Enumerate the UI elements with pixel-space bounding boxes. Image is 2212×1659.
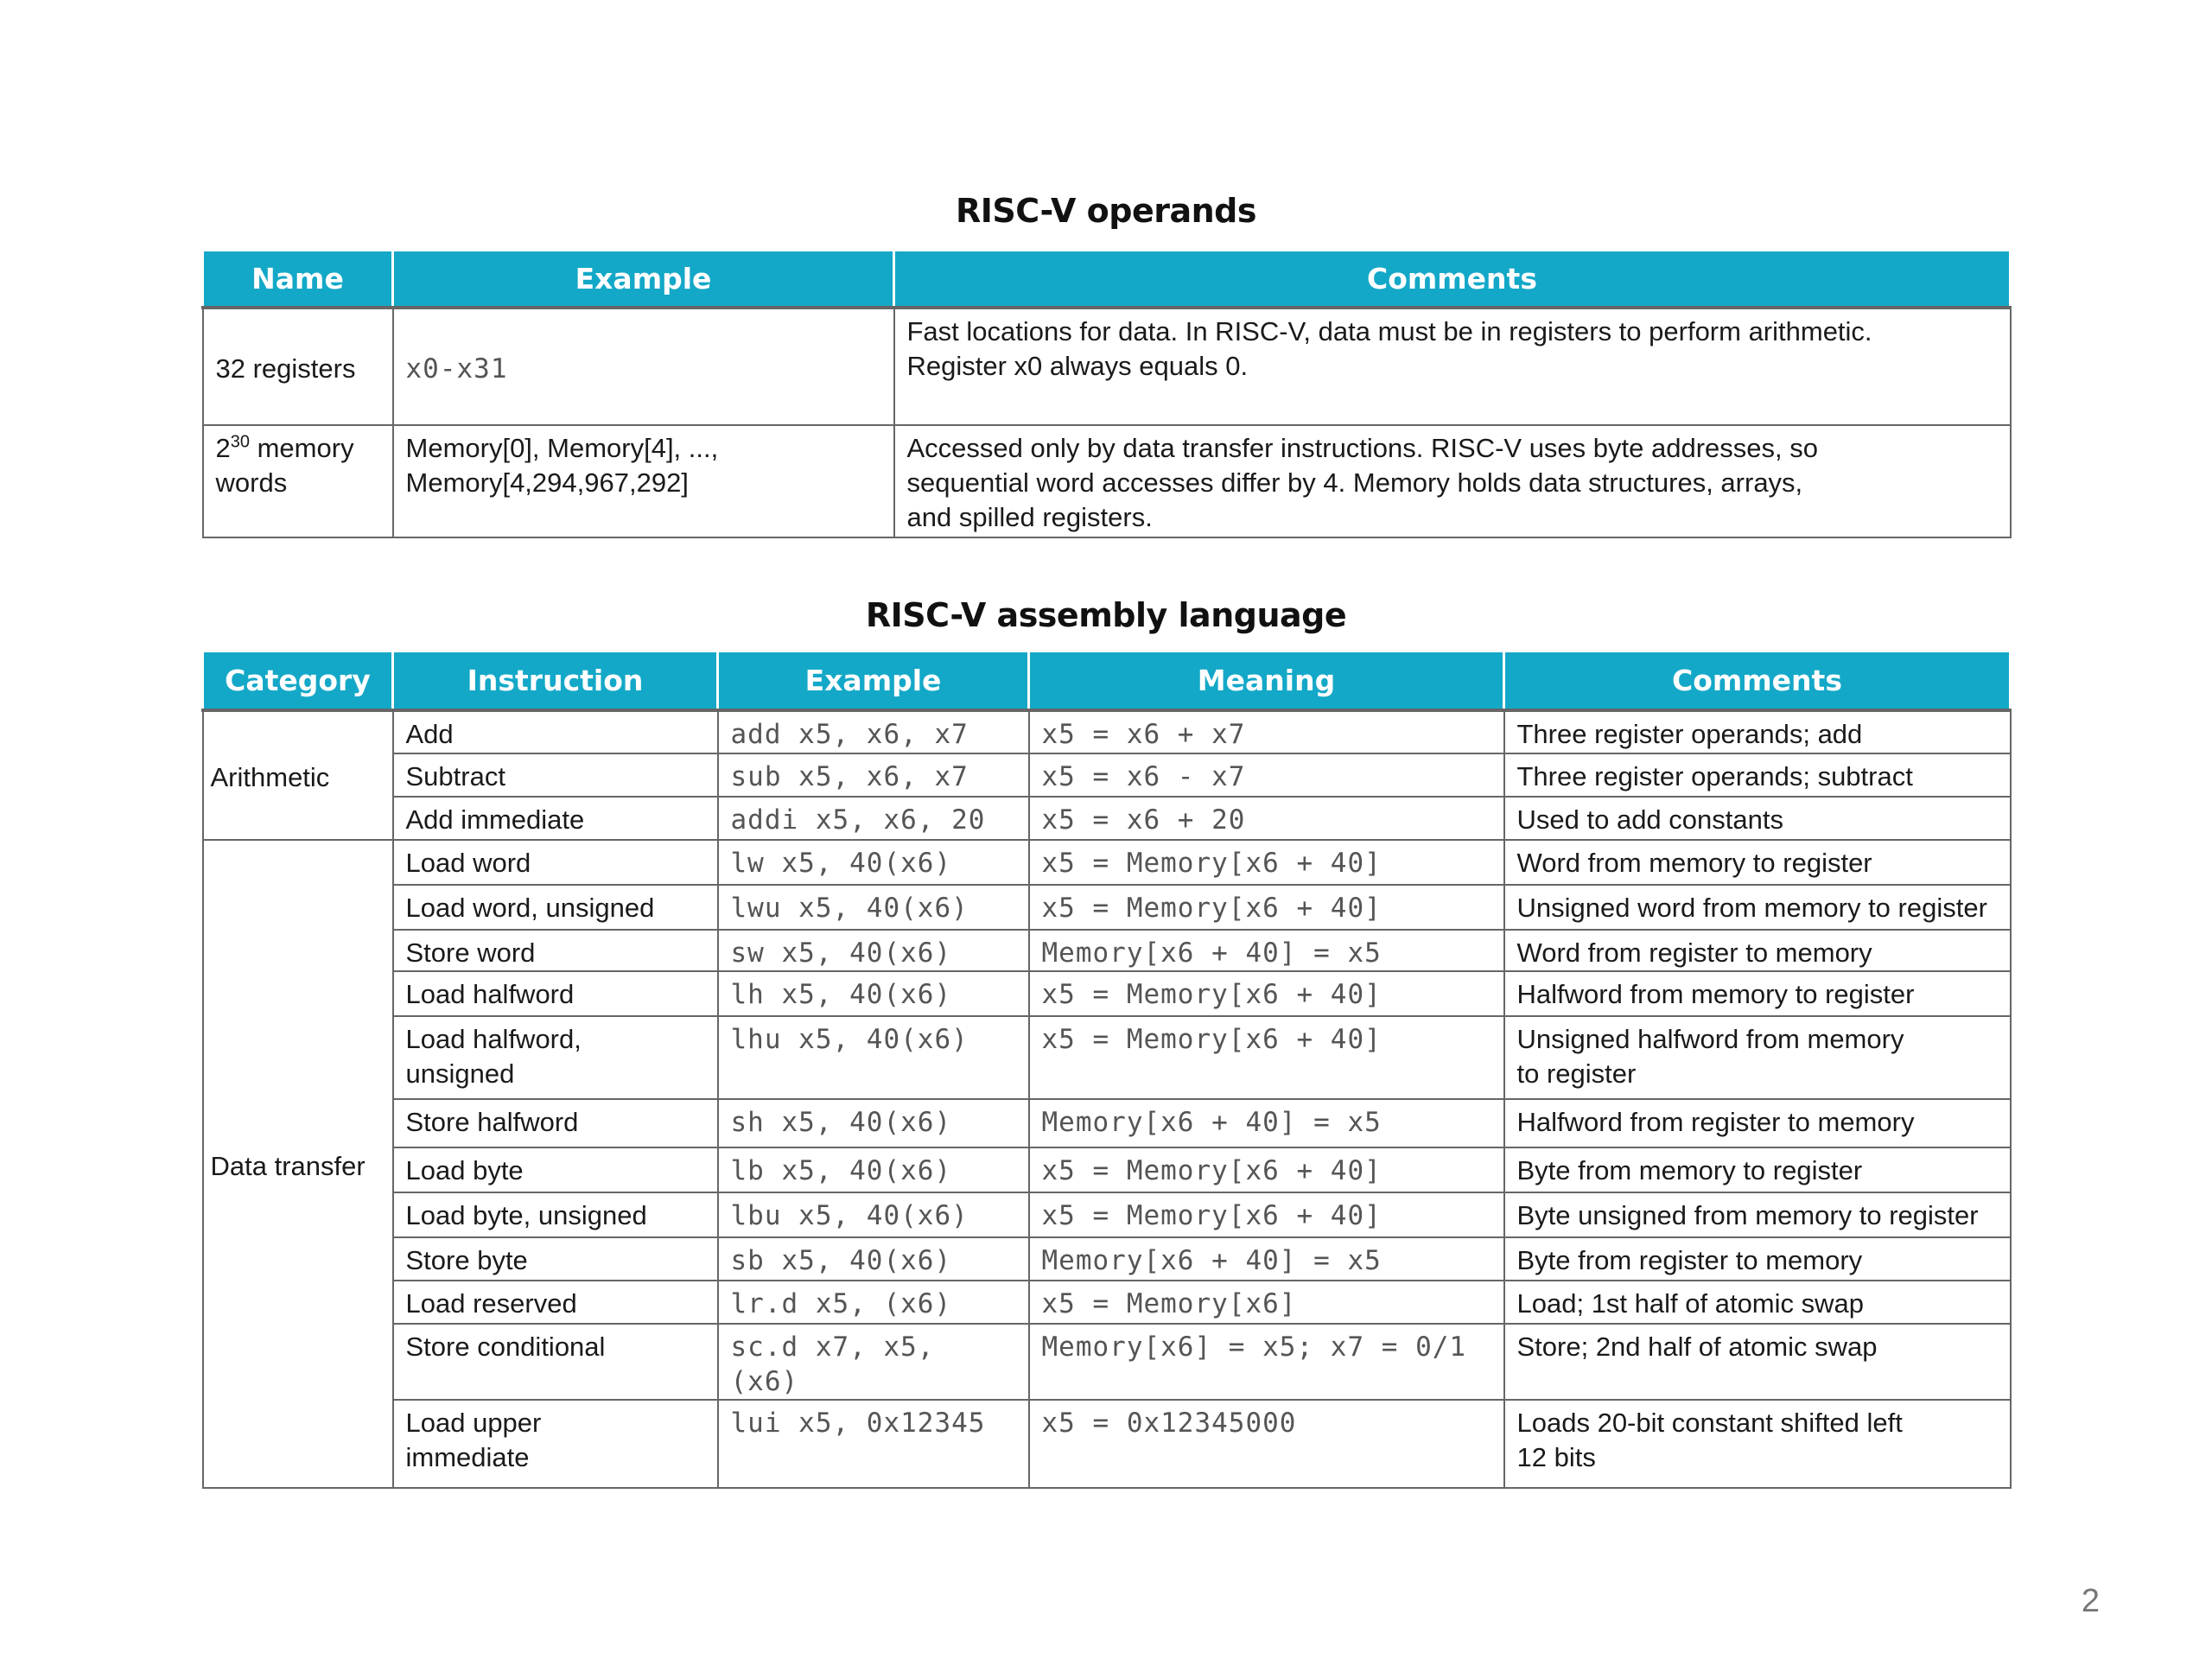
operands-header-row bbox=[203, 251, 2011, 308]
comment-cell-line: Byte from register to memory bbox=[1516, 1244, 1863, 1275]
comment-cell-line: Three register operands; add bbox=[1516, 718, 1863, 749]
name-base: 2 bbox=[215, 432, 231, 463]
instruction-cell-line: unsigned bbox=[405, 1058, 515, 1089]
meaning-cell: Memory[x6 + 40] = x5 bbox=[1029, 1237, 1504, 1281]
category-cell: Arithmetic bbox=[203, 710, 393, 840]
operand-example bbox=[393, 425, 894, 537]
comment-cell-line: to register bbox=[1516, 1058, 1637, 1089]
instruction-cell-line: Load halfword, bbox=[405, 1023, 582, 1054]
example-cell: addi x5, x6, 20 bbox=[718, 797, 1029, 840]
instruction-cell-line: Store byte bbox=[405, 1244, 528, 1275]
comment-cell-line: Halfword from memory to register bbox=[1516, 978, 1915, 1009]
table-row bbox=[203, 1192, 2011, 1237]
header-meaning: Meaning bbox=[1029, 652, 1504, 710]
example-cell: lw x5, 40(x6) bbox=[718, 840, 1029, 885]
instruction-cell-line: immediate bbox=[405, 1441, 530, 1472]
operands-table bbox=[201, 249, 2012, 538]
instruction-cell-line: Store conditional bbox=[405, 1331, 606, 1362]
comment-cell bbox=[1504, 797, 2011, 840]
meaning-cell: x5 = Memory[x6 + 40] bbox=[1029, 1147, 1504, 1192]
meaning-cell: x5 = Memory[x6] bbox=[1029, 1281, 1504, 1324]
comment-cell-line: Word from register to memory bbox=[1516, 937, 1872, 968]
operand-name: 32 registers bbox=[203, 308, 393, 425]
instruction-cell bbox=[393, 710, 718, 753]
comment-line: Accessed only by data transfer instructions. RISC-V uses byte addresses, so bbox=[906, 432, 1818, 463]
instruction-cell bbox=[393, 1237, 718, 1281]
header-name: Name bbox=[203, 251, 393, 308]
instruction-cell bbox=[393, 1147, 718, 1192]
table-row bbox=[203, 1324, 2011, 1400]
table-row bbox=[203, 753, 2011, 797]
instruction-cell bbox=[393, 930, 718, 971]
meaning-cell: Memory[x6 + 40] = x5 bbox=[1029, 930, 1504, 971]
operand-comment bbox=[894, 308, 2011, 425]
example-cell: lwu x5, 40(x6) bbox=[718, 885, 1029, 930]
example-cell: lui x5, 0x12345 bbox=[718, 1400, 1029, 1488]
instruction-cell bbox=[393, 840, 718, 885]
instruction-cell-line: Add immediate bbox=[405, 804, 585, 835]
comment-cell-line: Unsigned word from memory to register bbox=[1516, 892, 1987, 923]
instruction-cell-line: Store word bbox=[405, 937, 536, 968]
comment-cell bbox=[1504, 1192, 2011, 1237]
instruction-cell bbox=[393, 885, 718, 930]
example-cell: lr.d x5, (x6) bbox=[718, 1281, 1029, 1324]
table-row bbox=[203, 1099, 2011, 1147]
example-line: Memory[0], Memory[4], ..., bbox=[405, 432, 719, 463]
page-number: 2 bbox=[2081, 1583, 2100, 1619]
table-row bbox=[203, 797, 2011, 840]
example-cell: lh x5, 40(x6) bbox=[718, 971, 1029, 1016]
assembly-table bbox=[201, 650, 2012, 1489]
instruction-cell-line: Load word bbox=[405, 847, 531, 878]
example-cell: sh x5, 40(x6) bbox=[718, 1099, 1029, 1147]
table-row bbox=[203, 1281, 2011, 1324]
instruction-cell bbox=[393, 797, 718, 840]
comment-cell-line: Loads 20-bit constant shifted left bbox=[1516, 1407, 1903, 1438]
header-example: Example bbox=[718, 652, 1029, 710]
table-row bbox=[203, 308, 2011, 425]
instruction-cell bbox=[393, 1324, 718, 1400]
name-line: words bbox=[215, 467, 288, 498]
example-cell: lbu x5, 40(x6) bbox=[718, 1192, 1029, 1237]
name-exponent: 30 bbox=[230, 432, 250, 452]
comment-cell bbox=[1504, 710, 2011, 753]
comment-cell-line: Unsigned halfword from memory bbox=[1516, 1023, 1904, 1054]
instruction-cell-line: Subtract bbox=[405, 760, 505, 791]
instruction-cell-line: Store halfword bbox=[405, 1106, 579, 1137]
table-row bbox=[203, 930, 2011, 971]
comment-cell-line: Used to add constants bbox=[1516, 804, 1783, 835]
meaning-cell: x5 = 0x12345000 bbox=[1029, 1400, 1504, 1488]
comment-cell-line: 12 bits bbox=[1516, 1441, 1596, 1472]
meaning-cell: Memory[x6] = x5; x7 = 0/1 bbox=[1029, 1324, 1504, 1400]
meaning-cell: x5 = Memory[x6 + 40] bbox=[1029, 840, 1504, 885]
instruction-cell-line: Load upper bbox=[405, 1407, 542, 1438]
meaning-cell: x5 = x6 + 20 bbox=[1029, 797, 1504, 840]
instruction-cell-line: Load reserved bbox=[405, 1287, 577, 1319]
table-row bbox=[203, 1016, 2011, 1099]
table-row bbox=[203, 1400, 2011, 1488]
meaning-cell: x5 = x6 + x7 bbox=[1029, 710, 1504, 753]
example-cell: sub x5, x6, x7 bbox=[718, 753, 1029, 797]
comment-line: sequential word accesses differ by 4. Memory holds data structures, arrays, bbox=[906, 467, 1803, 498]
meaning-cell: x5 = Memory[x6 + 40] bbox=[1029, 1016, 1504, 1099]
meaning-cell: x5 = x6 - x7 bbox=[1029, 753, 1504, 797]
instruction-cell bbox=[393, 1016, 718, 1099]
instruction-cell bbox=[393, 1400, 718, 1488]
header-comments: Comments bbox=[894, 251, 2011, 308]
name-rest: memory bbox=[250, 432, 354, 463]
assembly-title: RISC-V assembly language bbox=[865, 596, 1347, 634]
table-row bbox=[203, 885, 2011, 930]
instruction-cell-line: Add bbox=[405, 718, 454, 749]
meaning-cell: x5 = Memory[x6 + 40] bbox=[1029, 971, 1504, 1016]
example-cell: sw x5, 40(x6) bbox=[718, 930, 1029, 971]
comment-cell-line: Store; 2nd half of atomic swap bbox=[1516, 1331, 1878, 1362]
header-instruction: Instruction bbox=[393, 652, 718, 710]
example-cell: add x5, x6, x7 bbox=[718, 710, 1029, 753]
comment-cell-line: Halfword from register to memory bbox=[1516, 1106, 1915, 1137]
table-row bbox=[203, 971, 2011, 1016]
comment-cell bbox=[1504, 1237, 2011, 1281]
comment-cell bbox=[1504, 971, 2011, 1016]
instruction-cell-line: Load word, unsigned bbox=[405, 892, 655, 923]
instruction-cell bbox=[393, 1099, 718, 1147]
meaning-cell: x5 = Memory[x6 + 40] bbox=[1029, 885, 1504, 930]
comment-line: and spilled registers. bbox=[906, 501, 1153, 532]
comment-cell-line: Three register operands; subtract bbox=[1516, 760, 1913, 791]
operand-example: x0-x31 bbox=[393, 308, 894, 425]
instruction-cell bbox=[393, 1281, 718, 1324]
assembly-header-row bbox=[203, 652, 2011, 710]
instruction-cell-line: Load byte, unsigned bbox=[405, 1199, 647, 1230]
operand-name bbox=[203, 425, 393, 537]
instruction-cell bbox=[393, 753, 718, 797]
comment-cell bbox=[1504, 1147, 2011, 1192]
comment-cell bbox=[1504, 930, 2011, 971]
category-cell: Data transfer bbox=[203, 840, 393, 1488]
operand-comment bbox=[894, 425, 2011, 537]
table-row bbox=[203, 710, 2011, 753]
comment-cell bbox=[1504, 885, 2011, 930]
instruction-cell-line: Load halfword bbox=[405, 978, 575, 1009]
operands-title: RISC-V operands bbox=[955, 192, 1256, 230]
header-comments: Comments bbox=[1504, 652, 2011, 710]
comment-cell-line: Byte unsigned from memory to register bbox=[1516, 1199, 1979, 1230]
header-example: Example bbox=[393, 251, 894, 308]
meaning-cell: x5 = Memory[x6 + 40] bbox=[1029, 1192, 1504, 1237]
instruction-cell-line: Load byte bbox=[405, 1154, 524, 1185]
table-row bbox=[203, 1237, 2011, 1281]
table-row bbox=[203, 425, 2011, 537]
table-row bbox=[203, 840, 2011, 885]
comment-line: Fast locations for data. In RISC-V, data must be in registers to perform arithmetic. bbox=[906, 315, 1872, 346]
comment-cell bbox=[1504, 1281, 2011, 1324]
header-category: Category bbox=[203, 652, 393, 710]
instruction-cell bbox=[393, 971, 718, 1016]
example-cell: lhu x5, 40(x6) bbox=[718, 1016, 1029, 1099]
comment-cell bbox=[1504, 1400, 2011, 1488]
comment-cell bbox=[1504, 1324, 2011, 1400]
example-cell: sc.d x7, x5, (x6) bbox=[718, 1324, 1029, 1400]
example-line: Memory[4,294,967,292] bbox=[405, 467, 689, 498]
comment-cell bbox=[1504, 753, 2011, 797]
example-cell: sb x5, 40(x6) bbox=[718, 1237, 1029, 1281]
comment-cell bbox=[1504, 840, 2011, 885]
comment-cell bbox=[1504, 1016, 2011, 1099]
comment-cell-line: Byte from memory to register bbox=[1516, 1154, 1863, 1185]
meaning-cell: Memory[x6 + 40] = x5 bbox=[1029, 1099, 1504, 1147]
comment-line: Register x0 always equals 0. bbox=[906, 350, 1249, 381]
comment-cell-line: Word from memory to register bbox=[1516, 847, 1872, 878]
comment-cell bbox=[1504, 1099, 2011, 1147]
instruction-cell bbox=[393, 1192, 718, 1237]
example-cell: lb x5, 40(x6) bbox=[718, 1147, 1029, 1192]
table-row bbox=[203, 1147, 2011, 1192]
comment-cell-line: Load; 1st half of atomic swap bbox=[1516, 1287, 1865, 1319]
